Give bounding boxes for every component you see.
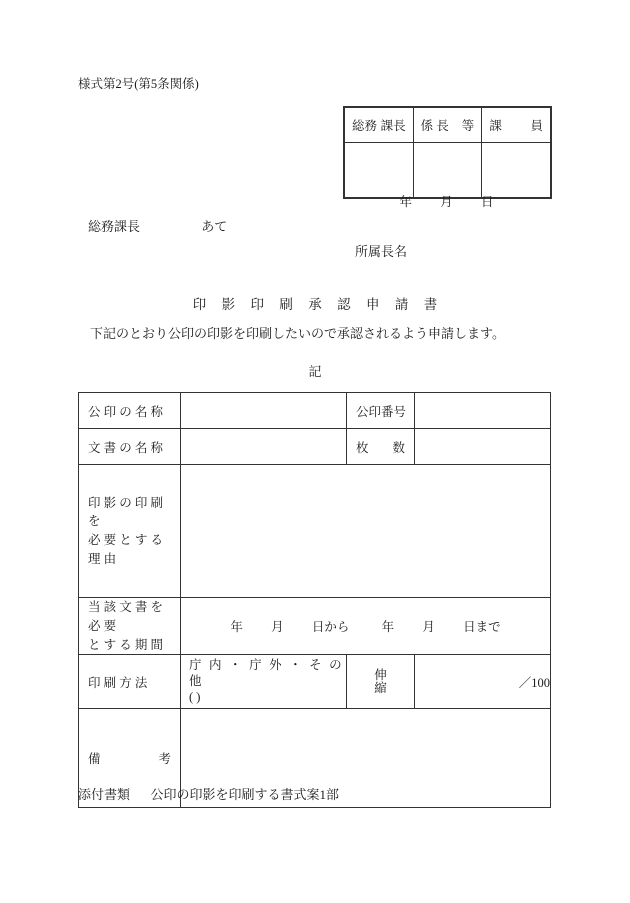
intro-text: 下記のとおり公印の印影を印刷したいので承認されるよう申請します。: [90, 326, 505, 341]
label-remarks-right: 考: [158, 752, 171, 767]
addressee-recipient: 総務課長: [88, 219, 141, 234]
print-method-options: 庁 内 ・ 庁 外 ・ そ の 他: [189, 658, 344, 688]
label-reason-line2: 必 要 と す る 理 由: [88, 533, 164, 566]
ki-marker: 記: [308, 364, 322, 379]
table-row-reason: [79, 465, 551, 598]
field-print-method[interactable]: [181, 655, 347, 709]
period-year-from: 年: [230, 620, 243, 635]
stamp-signature-row: [345, 143, 551, 198]
period-day-from: 日から: [311, 620, 350, 635]
period-year-to: 年: [381, 620, 395, 635]
attachment-note: [78, 784, 339, 803]
stamp-header-part-right-0: 課長: [380, 119, 406, 133]
label-period-line1: 当 該 文 書 を 必 要: [88, 600, 164, 633]
stamp-header-part-right-2: 員: [530, 119, 543, 133]
period-month-to: 月: [422, 620, 435, 635]
label-reason: [79, 494, 180, 569]
label-document-name: 文 書 の 名 称: [88, 440, 164, 455]
table-row-print-method: [79, 655, 551, 709]
stamp-date-line: [343, 192, 550, 210]
label-scale-top: 伸: [374, 667, 387, 682]
field-seal-name[interactable]: [181, 393, 347, 429]
attachment-label: 添付書類: [78, 787, 131, 802]
stamp-signature-cell-2[interactable]: [482, 143, 551, 198]
label-period: [79, 598, 180, 654]
stamp-header-part-left-0: 総務: [352, 119, 378, 133]
page-title: 印 影 印 刷 承 認 申 請 書: [192, 297, 444, 312]
field-period[interactable]: [181, 598, 551, 655]
label-remarks: [79, 749, 180, 767]
period-day-to: 日まで: [463, 620, 501, 635]
table-row-document-name: [79, 429, 551, 465]
attachment-value: 公印の印影を印刷する書式案1部: [150, 787, 340, 802]
form-number: 様式第2号(第5条関係): [78, 77, 199, 91]
label-print-method: 印 刷 方 法: [88, 675, 148, 690]
field-document-name[interactable]: [181, 429, 347, 465]
approval-stamp-box: [343, 106, 552, 199]
print-method-paren: ( ): [189, 689, 201, 704]
stamp-header-part-left-2: 課: [489, 119, 502, 133]
application-form-table: [78, 392, 551, 808]
addressee-line: [88, 218, 227, 236]
stamp-header-row: [345, 108, 551, 143]
stamp-header-part-left-1: 係 長: [420, 119, 449, 133]
field-reason[interactable]: [181, 465, 551, 598]
stamp-header-cell-0: [345, 108, 414, 143]
label-reason-line1: 印 影 の 印 刷 を: [88, 495, 164, 529]
field-sheet-count[interactable]: [415, 429, 551, 465]
addressee-to-suffix: あて: [201, 219, 228, 234]
label-remarks-left: 備: [88, 752, 101, 767]
stamp-date-month: 月: [440, 195, 453, 209]
stamp-header-cell-2: [482, 108, 551, 143]
stamp-date-year: 年: [399, 195, 412, 209]
field-scale-ratio[interactable]: ／100: [415, 655, 551, 709]
stamp-date-day: 日: [481, 195, 494, 209]
sender-label: 所属長名: [355, 244, 408, 259]
label-sheet-count-left: 枚: [356, 440, 369, 455]
stamp-signature-cell-1[interactable]: [413, 143, 482, 198]
label-scale: [347, 655, 415, 709]
label-seal-name: 公 印 の 名 称: [88, 404, 164, 419]
period-month-from: 月: [271, 620, 284, 635]
stamp-signature-cell-0[interactable]: [345, 143, 414, 198]
label-sheet-count-right: 数: [392, 440, 405, 455]
label-seal-number: 公印番号: [356, 404, 407, 419]
table-row-period: [79, 598, 551, 655]
label-period-line2: と す る 期 間: [88, 637, 164, 652]
stamp-header-part-right-1: 等: [461, 119, 475, 133]
table-row-seal-name: [79, 393, 551, 429]
stamp-header-cell-1: [413, 108, 482, 143]
label-sheet-count: [347, 438, 414, 456]
field-seal-number[interactable]: [415, 393, 551, 429]
label-scale-bottom: 縮: [374, 680, 387, 695]
